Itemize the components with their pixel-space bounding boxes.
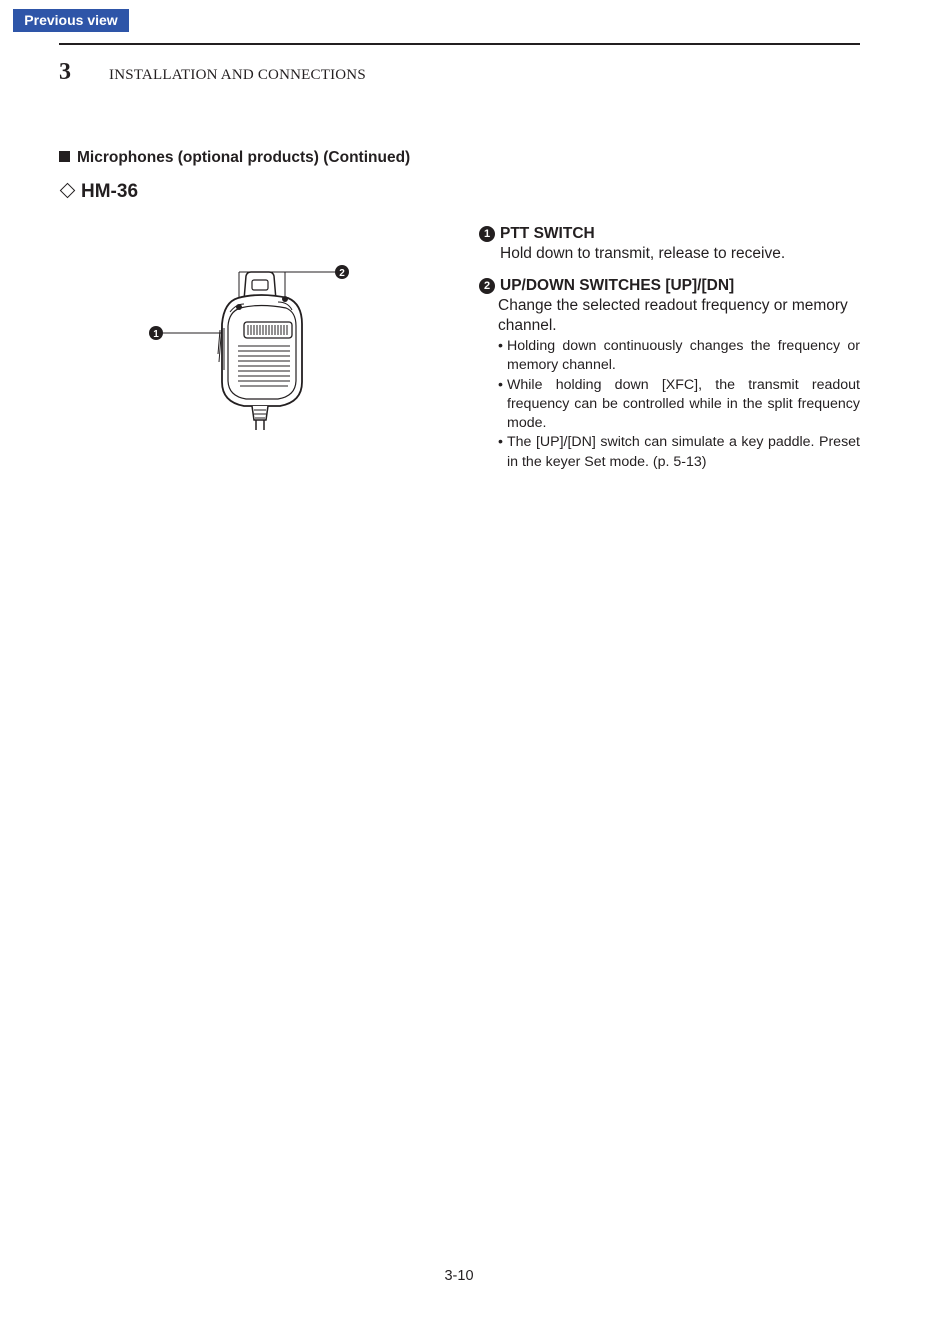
page-number: 3-10 bbox=[444, 1268, 474, 1284]
item-ptt-switch bbox=[479, 224, 860, 264]
section-title: Microphones (optional products) (Continued) bbox=[77, 149, 411, 166]
item-title: UP/DOWN SWITCHES [UP]/[DN] bbox=[500, 277, 735, 294]
microphone-figure bbox=[140, 262, 360, 434]
subsection-title: HM-36 bbox=[81, 181, 139, 202]
item-number-badge: 2 bbox=[479, 278, 495, 294]
previous-view-button[interactable]: Previous view bbox=[13, 9, 129, 32]
list-item: • The [UP]/[DN] switch can simulate a key paddle. Preset in the keyer Set mode. (p. 5-13) bbox=[498, 433, 860, 472]
item-up-down-switches bbox=[479, 276, 860, 472]
item-number-badge: 1 bbox=[479, 226, 495, 242]
diamond-icon bbox=[60, 183, 76, 199]
list-item: • While holding down [XFC], the transmit readout frequency can be controlled while in the split frequency mode. bbox=[498, 376, 860, 434]
callout-1-label: 1 bbox=[153, 329, 159, 340]
callout-2-label: 2 bbox=[339, 268, 345, 279]
item-description: Change the selected readout frequency or memory channel. bbox=[498, 297, 848, 334]
chapter-title: INSTALLATION AND CONNECTIONS bbox=[109, 67, 366, 83]
bullet-list bbox=[498, 337, 860, 472]
list-item: • Holding down continuously changes the frequency or memory channel. bbox=[498, 337, 860, 376]
subsection-heading bbox=[59, 180, 138, 204]
item-description: Hold down to transmit, release to receive. bbox=[500, 245, 786, 262]
header-rule bbox=[59, 43, 860, 45]
item-title: PTT SWITCH bbox=[500, 225, 595, 242]
section-heading bbox=[59, 148, 410, 168]
hand-microphone-icon bbox=[140, 262, 360, 434]
chapter-number: 3 bbox=[59, 59, 71, 85]
square-bullet-icon bbox=[59, 151, 70, 162]
